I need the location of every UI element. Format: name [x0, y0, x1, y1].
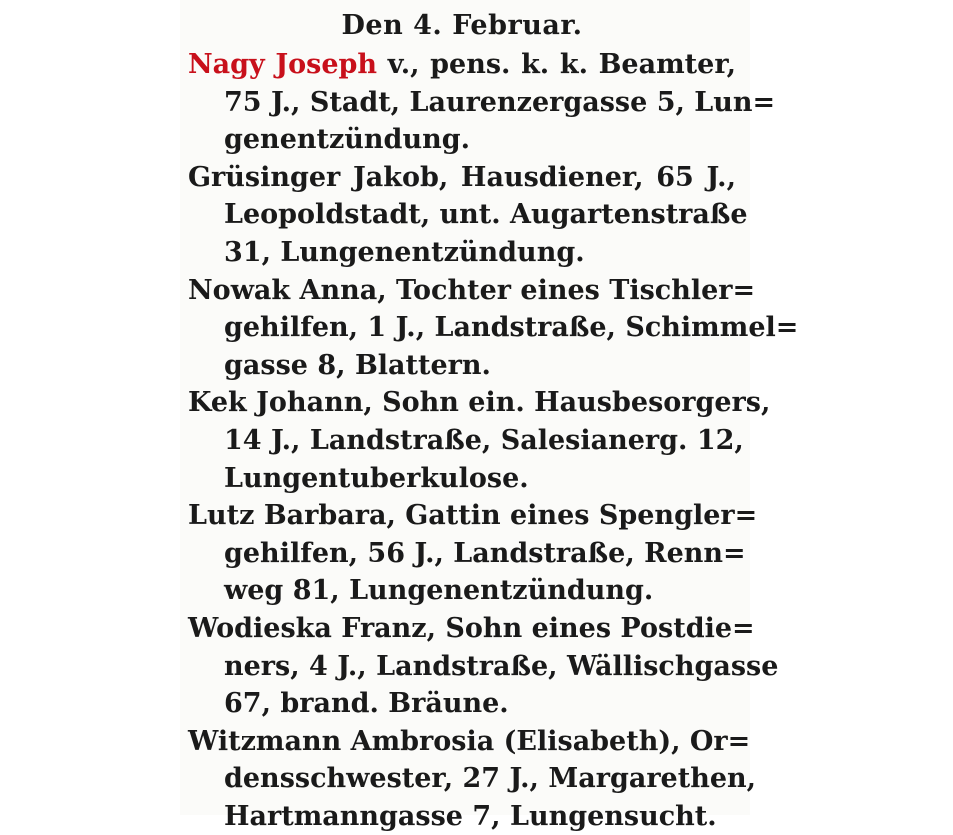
entry-first-line	[188, 497, 758, 535]
entry-first-line	[188, 384, 771, 422]
entry-continuation-line: 31, Lungenentzündung.	[224, 236, 585, 268]
entry-first-line	[188, 159, 736, 197]
entry-continuation-line: genentzündung.	[224, 124, 470, 156]
entry-continuation-line: 14 J., Landstraße, Salesianerg. 12,	[224, 424, 744, 456]
deceased-name: Wodieska Franz	[188, 612, 427, 644]
death-notice-entry	[188, 272, 799, 385]
death-notice-entry	[188, 384, 771, 497]
entry-continuation-line: weg 81, Lungenentzündung.	[224, 575, 654, 607]
entry-details: , Hausdiener, 65 J.,	[438, 161, 736, 193]
entry-details: , Gattin eines Spengler=	[386, 500, 758, 532]
death-notice-entry	[188, 497, 758, 610]
entry-details: , Sohn eines Postdie=	[426, 612, 755, 644]
entry-first-line	[188, 723, 751, 761]
entry-details: (Elisabeth), Or=	[494, 725, 751, 757]
deceased-name: Lutz Barbara	[188, 500, 387, 532]
entry-details: , Sohn ein. Hausbesorgers,	[363, 387, 771, 419]
highlighted-name: Nagy Joseph	[188, 49, 378, 80]
entry-continuation-line: Lungentuberkulose.	[224, 462, 529, 494]
entry-first-line	[188, 46, 736, 84]
newspaper-clipping	[180, 0, 799, 832]
deceased-name: Grüsinger Jakob	[188, 161, 439, 193]
deceased-name: Witzmann Ambrosia	[188, 725, 495, 757]
entry-continuation-line: Leopoldstadt, unt. Augartenstraße	[224, 199, 748, 231]
entry-continuation-line: gasse 8, Blattern.	[224, 349, 491, 381]
entry-first-line	[188, 610, 755, 648]
entry-details: , Tochter eines Tischler=	[377, 274, 756, 306]
death-notice-entry	[188, 723, 757, 835]
death-notice-entry	[188, 610, 779, 723]
entry-first-line	[188, 272, 756, 310]
entry-details: v., pens. k. k. Beamter,	[377, 49, 736, 80]
deceased-name: Kek Johann	[188, 387, 364, 419]
entry-continuation-line: ners, 4 J., Landstraße, Wällischgasse	[224, 650, 779, 682]
entry-continuation-line: densschwester, 27 J., Margarethen,	[224, 763, 757, 795]
death-notice-entry	[188, 46, 776, 159]
entry-continuation-line: gehilfen, 56 J., Landstraße, Renn=	[224, 537, 746, 569]
entry-continuation-line: 75 J., Stadt, Laurenzergasse 5, Lun=	[224, 86, 776, 118]
date-heading: Den 4. Februar.	[341, 10, 583, 41]
deceased-name: Nowak Anna	[188, 274, 378, 306]
entry-continuation-line: 67, brand. Bräune.	[224, 688, 509, 720]
entry-continuation-line: gehilfen, 1 J., Landstraße, Schimmel=	[224, 312, 799, 344]
death-notice-entry	[188, 159, 748, 272]
entry-continuation-line: Hartmanngasse 7, Lungensucht.	[224, 800, 717, 832]
